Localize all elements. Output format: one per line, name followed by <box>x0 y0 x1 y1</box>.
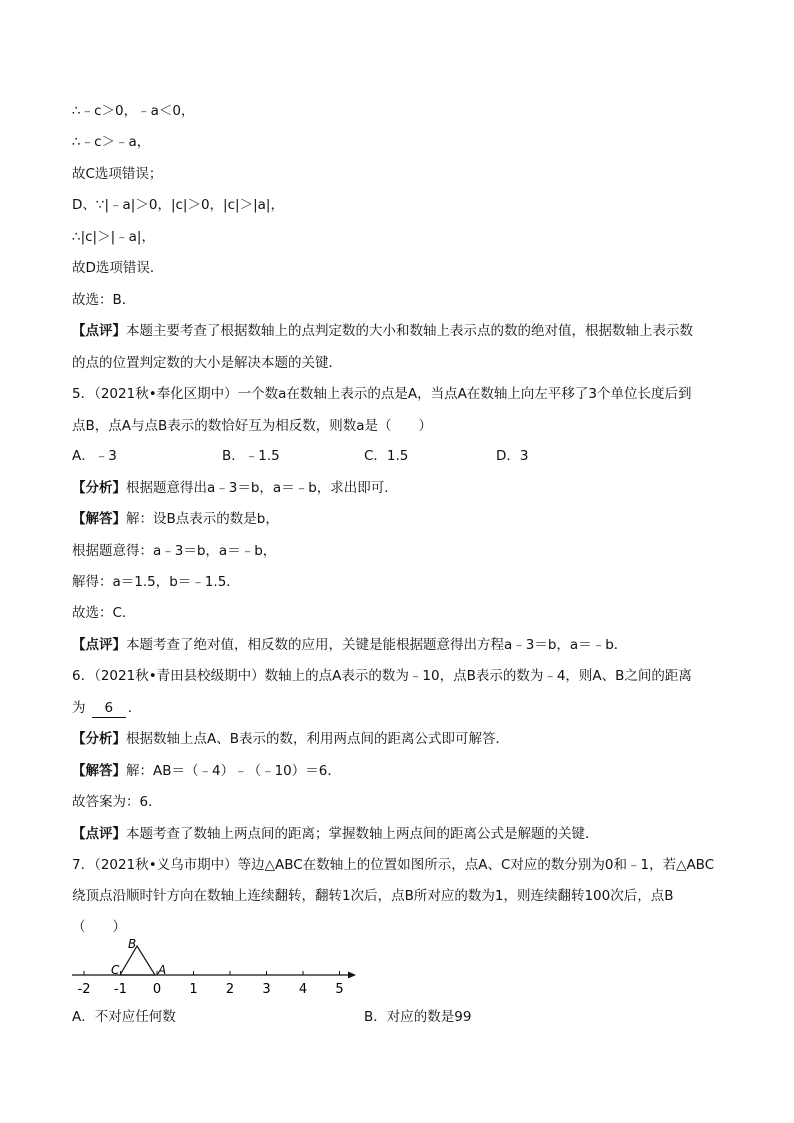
q5-options <box>72 447 732 465</box>
vertex-label-b: B <box>128 937 137 951</box>
tick-label: -1 <box>114 982 127 997</box>
analysis-tag: 【分析】 <box>72 480 126 496</box>
vertex-label-a: A <box>158 963 167 977</box>
tick-label: 0 <box>152 982 162 997</box>
analysis-text: 根据数轴上点A、B表示的数，利用两点间的距离公式即可解答． <box>126 731 509 747</box>
comment-text: 本题主要考查了根据数轴上的点判定数的大小和数轴上表示点的数的绝对值，根据数轴上表示数 <box>126 323 693 339</box>
solution-line: ∴|c|＞|﹣a|， <box>72 229 155 245</box>
tick-label: -2 <box>77 982 91 997</box>
q6-stem-cont <box>72 699 732 718</box>
option-a: A．不对应任何数 <box>72 1009 176 1025</box>
stem-text: 为 <box>72 700 86 716</box>
triangle-abc <box>120 946 155 975</box>
comment-text: 本题考查了绝对值，相反数的应用，关键是能根据题意得出方程a﹣3＝b，a＝﹣b． <box>126 637 628 653</box>
q6-comment <box>72 825 732 843</box>
solution-line: ∴﹣c＞﹣a， <box>72 134 151 150</box>
solution-line: 故C选项错误； <box>72 166 163 182</box>
q6-final: 故答案为：6． <box>72 794 162 810</box>
tick-label: 3 <box>262 982 271 997</box>
option-b: B．对应的数是99 <box>364 1009 472 1025</box>
q5-stem: 5．（2021秋•奉化区期中）一个数a在数轴上表示的点是A，当点A在数轴上向左平移了3个单位长度后到 <box>72 386 692 402</box>
tick-label: 5 <box>335 982 344 997</box>
q7-stem-cont: 绕顶点沿顺时针方向在数轴上连续翻转，翻转1次后，点B所对应的数为1，则连续翻转100次后，点B <box>72 888 674 904</box>
comment-tag: 【点评】 <box>72 323 126 339</box>
solution-line: 故选：B． <box>72 292 136 308</box>
analysis-tag: 【分析】 <box>72 731 126 747</box>
comment-tag: 【点评】 <box>72 637 126 653</box>
q5-work: 解得：a＝1.5，b＝﹣1.5． <box>72 574 240 590</box>
tick-label: 2 <box>225 982 235 997</box>
q5-choice: 故选：C． <box>72 605 136 621</box>
solution-line: D、∵|﹣a|＞0，|c|＞0，|c|＞|a|， <box>72 197 284 213</box>
answer-blank: 6 <box>92 699 126 718</box>
solution-line: ∴﹣c＞0，﹣a＜0， <box>72 103 195 119</box>
q7-stem: 7．（2021秋•义乌市期中）等边△ABC在数轴上的位置如图所示，点A、C对应的数分别为0和﹣1，若△ABC <box>72 857 715 873</box>
q7-stem-cont: （ ） <box>72 919 126 935</box>
q5-work: 根据题意得：a﹣3＝b，a＝﹣b， <box>72 543 277 559</box>
option-b: B．﹣1.5 <box>222 448 280 464</box>
tick-label: 4 <box>298 982 308 997</box>
answer-text: 解：设B点表示的数是b， <box>126 511 279 527</box>
vertex-label-c: C <box>111 963 120 977</box>
q6-stem: 6．（2021秋•青田县校级期中）数轴上的点A表示的数为﹣10，点B表示的数为﹣4，则A、B之间的距离 <box>72 668 692 684</box>
tick-label: 1 <box>189 982 198 997</box>
analysis-text: 根据题意得出a﹣3＝b，a＝﹣b，求出即可． <box>126 480 398 496</box>
answer-tag: 【解答】 <box>72 763 126 779</box>
option-a: A．﹣3 <box>72 448 117 464</box>
q6-analysis <box>72 730 732 748</box>
number-line-figure <box>66 934 366 1000</box>
q5-comment <box>72 636 732 654</box>
option-d: D．3 <box>496 448 529 464</box>
q4-comment-cont: 的点的位置判定数的大小是解决本题的关键． <box>72 355 342 371</box>
answer-tag: 【解答】 <box>72 511 126 527</box>
answer-text: 解：AB＝（﹣4）﹣（﹣10）＝6． <box>126 763 341 779</box>
comment-text: 本题考查了数轴上两点间的距离；掌握数轴上两点间的距离公式是解题的关键． <box>126 826 599 842</box>
q7-options <box>72 1008 732 1026</box>
q4-comment <box>72 322 732 340</box>
q5-stem-cont: 点B，点A与点B表示的数恰好互为相反数，则数a是（ ） <box>72 418 433 434</box>
comment-tag: 【点评】 <box>72 826 126 842</box>
q6-answer <box>72 762 732 780</box>
q5-answer <box>72 510 732 528</box>
axis-arrow <box>348 972 356 979</box>
q5-analysis <box>72 479 732 497</box>
stem-text: ． <box>127 700 142 716</box>
solution-line: 故D选项错误． <box>72 260 164 276</box>
option-c: C．1.5 <box>364 448 409 464</box>
